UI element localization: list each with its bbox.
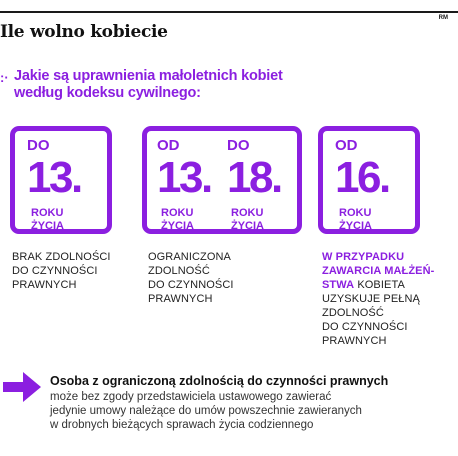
age-box-from-16 bbox=[318, 126, 420, 234]
description-mixed-line bbox=[322, 278, 456, 292]
age-box-under-13 bbox=[10, 126, 112, 234]
page-title: Ile wolno kobiecie bbox=[0, 22, 168, 42]
age-unit-line-1: ROKU bbox=[231, 207, 264, 219]
description-line: PRAWNYCH bbox=[148, 293, 213, 305]
description-line: DO CZYNNOŚCI bbox=[322, 321, 408, 333]
age-unit-line-2: ŻYCIA bbox=[231, 220, 264, 232]
description-limited-capacity bbox=[148, 250, 268, 306]
age-number: 16. bbox=[335, 153, 389, 202]
age-unit-line-1: ROKU bbox=[31, 207, 64, 219]
age-unit-line-2: ŻYCIA bbox=[161, 220, 194, 232]
description-full-capacity-on-marriage bbox=[322, 250, 456, 348]
description-line: OGRANICZONA bbox=[148, 251, 231, 263]
age-column-from bbox=[157, 137, 235, 233]
description-line: DO CZYNNOŚCI bbox=[148, 279, 234, 291]
question-marker: :· bbox=[0, 70, 9, 85]
age-number: 13. bbox=[157, 153, 211, 202]
description-highlight-line: W PRZYPADKU bbox=[322, 251, 405, 263]
age-unit bbox=[161, 207, 235, 233]
description-highlight-word: STWA bbox=[322, 279, 355, 291]
age-prefix: OD bbox=[157, 137, 180, 154]
description-line: PRAWNYCH bbox=[322, 335, 387, 347]
note-body bbox=[50, 390, 450, 432]
question-text bbox=[14, 68, 294, 102]
age-box-13-to-18 bbox=[142, 126, 302, 234]
description-no-capacity bbox=[12, 250, 132, 292]
age-column bbox=[335, 137, 413, 233]
age-column-to bbox=[227, 137, 305, 233]
question-line-2: według kodeksu cywilnego: bbox=[14, 85, 201, 101]
age-unit bbox=[231, 207, 305, 233]
age-unit-line-1: ROKU bbox=[161, 207, 194, 219]
note-line: w drobnych bieżących sprawach życia codziennego bbox=[50, 419, 314, 431]
age-unit-line-2: ŻYCIA bbox=[339, 220, 372, 232]
description-highlight-line: ZAWARCIA MAŁŻEŃ- bbox=[322, 265, 435, 277]
description-line: UZYSKUJE PEŁNĄ bbox=[322, 293, 420, 305]
description-line: PRAWNYCH bbox=[12, 279, 77, 291]
age-column bbox=[27, 137, 105, 233]
age-unit bbox=[339, 207, 413, 233]
age-prefix: DO bbox=[27, 137, 50, 154]
age-unit bbox=[31, 207, 105, 233]
note-title: Osoba z ograniczoną zdolnością do czynności prawnych bbox=[50, 374, 389, 388]
description-line: BRAK ZDOLNOŚCI bbox=[12, 251, 111, 263]
note-line: jedynie umowy należące do umów powszechnie zawieranych bbox=[50, 405, 362, 417]
age-unit-line-1: ROKU bbox=[339, 207, 372, 219]
description-line: ZDOLNOŚĆ bbox=[322, 307, 384, 319]
arrow-right-icon bbox=[3, 370, 43, 404]
question-line-1: Jakie są uprawnienia małoletnich kobiet bbox=[14, 68, 283, 84]
description-line: ZDOLNOŚĆ bbox=[148, 265, 210, 277]
top-rule bbox=[0, 11, 458, 13]
credit-label: RM bbox=[438, 15, 448, 21]
age-number: 18. bbox=[227, 153, 281, 202]
note-line: może bez zgody przedstawiciela ustawowego zawierać bbox=[50, 391, 332, 403]
description-line: DO CZYNNOŚCI bbox=[12, 265, 98, 277]
age-unit-line-2: ŻYCIA bbox=[31, 220, 64, 232]
age-number: 13. bbox=[27, 153, 81, 202]
age-prefix: DO bbox=[227, 137, 250, 154]
description-word: KOBIETA bbox=[354, 279, 405, 291]
age-prefix: OD bbox=[335, 137, 358, 154]
